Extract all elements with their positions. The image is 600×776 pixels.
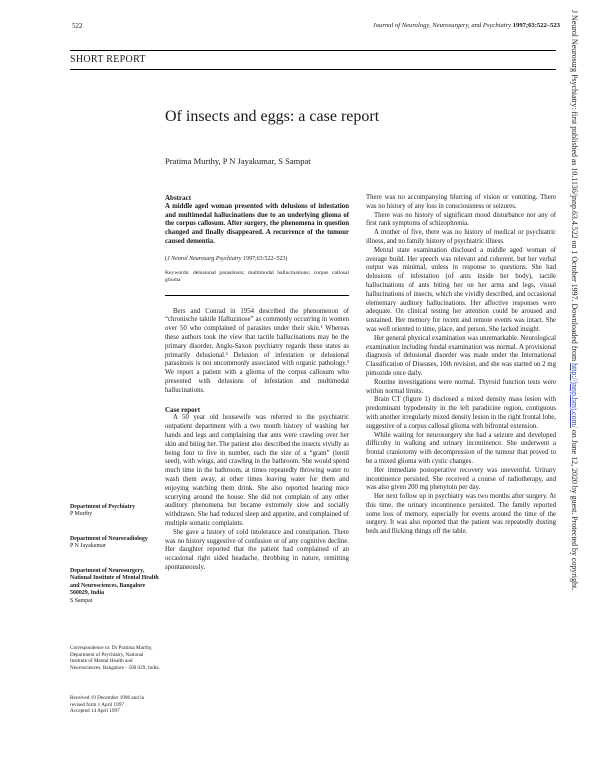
affiliation-names: P Murthy [70,511,93,518]
journal-header [373,22,560,29]
side-note-suffix: on June 12, 2020 by guest. Protected by copyright. [570,427,579,591]
right-paragraph-5: Her general physical examination was unremarkable. Neurological examination including fundal examination was normal. A provisional diagnosis of delusional disorder was made under the International Classification of Diseases, 10th revision, and she was started on 2 mg pimozide once daily. [366,334,556,377]
affiliation-names: S Sampat [70,597,93,604]
article-title: Of insects and eggs: a case report [165,108,380,125]
left-column [165,194,349,573]
right-paragraph-8: While waiting for neurosurgery she had a seizure and developed difficulty in walking and urinary incontinence. She underwent a frontal craniotomy with decompression of the tumour that proved to be a mixed glioma with cystic changes. [366,431,556,465]
affiliation-dept: Department of Psychiatry [70,504,136,510]
affiliation-neuroradiology [70,536,160,551]
abstract-citation: (J Neurol Neurosurg Psychiatry 1997;63:522–523) [165,255,288,262]
affiliation-dept: Department of Neuroradiology [70,536,148,542]
citation-journal: J Neurol Neurosurg Psychiatry [167,255,242,262]
received-date: Received 19 December 1996 and in revised form 1 April 1997 [70,695,145,708]
affiliation-dept: Department of Neurosurgery, National Institute of Mental Health and Neurosciences, Bangalore 560029, India [70,568,159,597]
abstract-text: A middle aged woman presented with delusions of infestation and multimodal hallucinations due to an underlying glioma of the corpus callosum. After surgery, the phenomena in question changed and finally disappeared. A recurrence of the tumour caused dementia. [165,202,349,245]
right-paragraph-3: A mother of five, there was no history of medical or psychiatric illness, and no family history of psychiatric illness. [366,229,556,245]
abstract-rule [165,295,349,296]
top-rule [70,50,556,51]
right-paragraph-1: There was no accompanying blurring of vision or vomiting. There was no history of any loss in consciousness or seizures. [366,194,556,210]
right-paragraph-9: Her immediate postoperative recovery was uneventful. Urinary incontinence persisted. She received a course of radiotherapy, and was also given 200 mg phenytoin per day. [366,466,556,492]
case-paragraph-1: A 50 year old housewife was referred to the psychiatric outpatient department with a two month history of washing her hands and legs and complaining that ants were crawling over her skin and biting her. The patient also described the insects vividly as being four to five in number, each the size of a “gram” (lentil seed), with wings, and crawling in the bathroom. She would spend much time in the bathroom, at times repeatedly throwing water to wash them away, at other times leaving water for them and enjoying watching them drink. She also reported hearing mice scurrying around the house. She did not complain of any other auditory phenomena but became extremely slow and socially withdrawn. She had reduced sleep and appetite, and complained of multiple somatic complaints. [165,414,349,527]
right-paragraph-10: Her next follow up in psychiatry was two months after surgery. At this time, the urinary incontinence persisted. The family reported some loss of memory, especially for events around the time of the surgery. It was also reported that the patient was repeatedly dusting beds and flicking things off the table. [366,493,556,536]
right-paragraph-7: Brain CT (figure 1) disclosed a mixed density mass lesion with predominant hypodensity in the left paradicine region, contiguous with another irregularly mixed density lesion in the right frontal lobe, suggestive of a corpus callosal glioma with bifrontal extension. [366,396,556,430]
case-report-heading: Case report [165,405,201,414]
accepted-date: Accepted 14 April 1997 [70,708,120,715]
journal-volume: 1997;63:522–523 [512,22,560,29]
side-note-prefix: J Neurol Neurosurg Psychiatry: first published as 10.1136/jnnp.63.4.522 on 1 October 1997. Downloaded from [570,10,579,364]
affiliation-names: P N Jayakumar [70,543,106,550]
right-paragraph-4: Mental state examination disclosed a middle aged woman of average build. Her speech was relevant and coherent, but her verbal output was minimal, unless in response to questions. She had delusions of infestation (of ants inside her body), tactile hallucinations of ants biting her on her arms and legs, visual hallucinations of insects, which she vividly described, and occasional elementary auditory hallucinations. Her affective responses were adequate. On clinical testing her attention could be aroused and sustained. Her memory for recent and remote events was intact. She was well oriented to time, place, and person. She lacked insight. [366,246,556,333]
correspondence: Correspondence to: Dr Pratima Murthy, Department of Psychiatry, National Institute of Mental Health and Neurosciences, Bangalore - 560 029, India. [70,645,160,671]
affiliation-neurosurgery [70,568,160,605]
citation-ref: 1997;63:522–523 [241,255,286,262]
article-authors: Pratima Murthy, P N Jayakumar, S Sampat [165,156,311,166]
journal-name: Journal of Neurology, Neurosurgery, and Psychiatry [372,22,512,29]
right-column [366,194,556,537]
right-paragraph-6: Routine investigations were normal. Thyroid function tests were within normal limits. [366,378,556,395]
right-paragraph-2: There was no history of significant mood disturbance nor any of first rank symptoms of schizophrenia. [366,211,556,228]
keywords: Keywords: delusional parasitosis; multimodal hallucinations; corpus callosal glioma [165,269,349,283]
download-link[interactable]: http://jnnp.bmj.com/ [570,363,579,428]
intro-paragraph: Bers and Conrad in 1954 described the phenomenon of “chronische taktile Halluzinose” as commonly occurring in women over 50 who complained of parasites under their skin.¹ Whereas these authors took the view that tactile hallucinations may be the primary disorder, Anglo-Saxon psychiatry regards these states as primarily delusional.² Delusion of infestation or delusional parasitosis is not uncommonly associated with organic pathology.³ We report a patient with a glioma of the corpus callosum who presented with delusions of infestation and multimodal hallucinations. [165,307,349,394]
affiliation-psychiatry [70,504,160,519]
page-number: 522 [72,22,83,30]
section-rule [70,69,556,70]
article-dates [70,695,160,715]
case-paragraph-2: She gave a history of cold intolerance and constipation. There was no history suggestive of confusion or of any cognitive decline. Her daughter reported that the patient had complained of an occasional right sided headache, throbbing in nature, remitting spontaneously. [165,528,349,571]
copyright-side-note [570,10,579,772]
abstract-heading: Abstract [165,194,192,202]
section-label: SHORT REPORT [70,54,146,65]
